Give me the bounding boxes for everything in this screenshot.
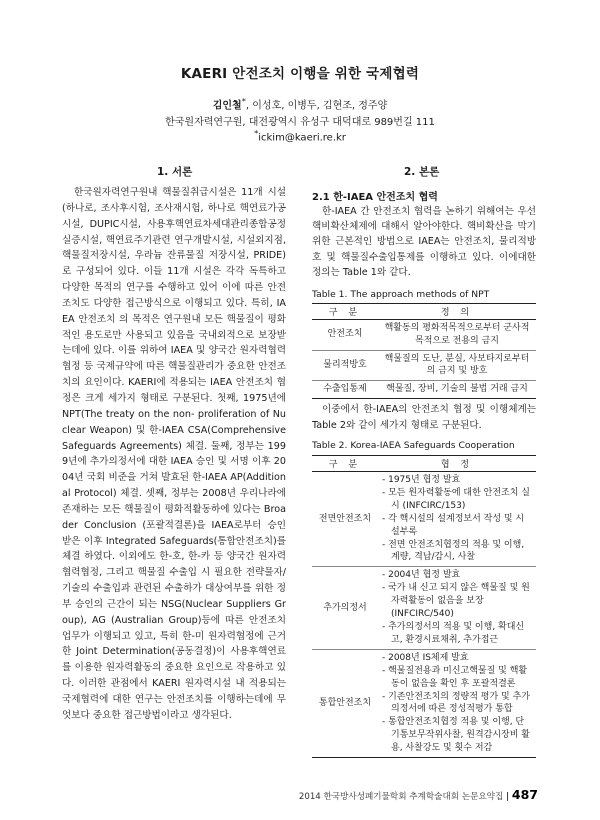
right-paragraph-1: 한-IAEA 간 안전조치 협력을 논하기 위해여는 우선 핵비확산체제에 대해서 알아야한다. 핵비확산을 막기위한 근본적인 방법으로 IAEA는 안전조치, 물리적방호 및 핵물질수출입통제를 이행하고 있다. 이에대한 정의는 Table 1와 같다.	[312, 206, 536, 278]
subsection-2-1-heading: 2.1 한-IAEA 안전조치 협력	[312, 192, 438, 203]
table-row: 통합안전조치 - 2008년 IS체제 발효 - 핵물질전용과 미신고핵물질 및 핵활동이 없음을 확인 후 포괄적결론 - 기존안전조치의 정량적 평가 및 추가의정서에 따른 정성적평가 통합 - 통합안전조치협정 적용 및 이행, 단기통보무작위사찰, 원격감시장비 활용, 사찰강도 및 횟수 저감	[312, 649, 536, 757]
author-list	[0, 96, 600, 111]
table-2-header-category: 구 분	[312, 456, 378, 472]
table-row: 추가의정서 - 2004년 협정 발효 - 국가 내 신고 되지 않은 핵물질 및 원자력활동이 없음을 보장(INFCIRC/540) - 추가의정서의 적용 및 이행, 확대신고, 환경시료채취, 추가접근	[312, 567, 536, 649]
table-2-caption: Table 2. Korea-IAEA Safeguards Cooperation	[312, 440, 515, 451]
list-item: - 2004년 협정 발효	[382, 570, 461, 581]
co-authors: , 이성호, 이병두, 김현조, 정주양	[245, 100, 388, 112]
table-1-header-category: 구 분	[312, 304, 378, 320]
table-row: 전면안전조치 - 1975년 협정 발효 - 모든 원자력활동에 대한 안전조치 실시 (INFCIRC/153) - 각 핵시설의 설계정보서 작성 및 시설부록 - 전면 안전조치협정의 적용 및 이행, 계량, 격납/감시, 사찰	[312, 472, 536, 567]
list-item: - 기존안전조치의 정량적 평가 및 추가의정서에 따른 정성적평가 통합	[382, 691, 530, 715]
table-row: 물리적방호 핵물질의 도난, 분실, 사보타지로부터의 금지 및 방호	[312, 350, 536, 381]
corresponding-mark: *	[241, 96, 246, 106]
list-item: - 각 핵시설의 설계정보서 작성 및 시설부록	[382, 513, 525, 537]
author-email: *ickim@kaeri.re.kr	[254, 128, 346, 144]
page-footer	[299, 787, 538, 802]
affiliation: 한국원자력연구원, 대전광역시 유성구 대덕대로 989번길 111	[165, 117, 435, 128]
left-column-body	[62, 185, 286, 724]
list-item: - 모든 원자력활동에 대한 안전조치 실시 (INFCIRC/153)	[382, 487, 530, 511]
table-row: 안전조치 핵활동의 평화적목적으로부터 군사적목적으로 전용의 금지	[312, 320, 536, 351]
list-item: - 전면 안전조치협정의 적용 및 이행, 계량, 격납/감시, 사찰	[382, 539, 525, 563]
table-1	[312, 303, 536, 399]
table-1-header-definition: 정 의	[378, 304, 536, 320]
intro-paragraph: 한국원자력연구원내 핵물질취급시설은 11개 시설(하나로, 조사후시험, 조사재시험, 하나로 핵연료가공시설, DUPIC시설, 사용후핵연료차세대관리종합공정 실증시설, 핵연료주기관련 연구개발시설, 시설외지점, 핵물질저장시설, 우라늄 잔류물질 저장시설, PRIDE)로 구성되어 있다. 이들 11개 시설은 각각 독특하고 다양한 목적의 연구를 수행하고 있어 이에 따른 안전조치도 다양한 접근방식으로 이행되고 있다. 특히, IAEA 안전조치 의 목적은 연구원내 모든 핵물질이 평화적인 용도로만 사용되고 있음을 국내외적으로 보장받는데에 있다. 이를 위하여 IAEA 및 양국간 원자력협력협정 등 국제규약에 따른 핵물질관리가 중요한 안전조치의 요인이다. KAERI에 적용되는 IAEA 안전조치 협정은 크게 세가지 형태로 구분된다. 첫째, 1975년에 NPT(The treaty on the non- proliferation of Nuclear Weapon) 및 한-IAEA CSA(Comprehensive Safeguards Agreements) 체결. 둘째, 정부는 1999년에 추가의정서에 대한 IAEA 승인 및 서명 이후 2004년 국회 비준을 거쳐 발효된 한-IAEA AP(Additional Protocol) 체결. 셋째, 정부는 2008년 우리나라에 존재하는 모든 핵물질이 평화적활동하에 있다는 Broader Conclusion (포괄적결론)을 IAEA로부터 승인 받은 이후 Integrated Safeguards(통합안전조치)를 체결 하였다. 이외에도 한-호, 한-카 등 양국간 원자력협력협정, 그리고 핵물질 수출입 시 필요한 전략물자/기술의 수출입과 관련된 수출하가 대상여부를 위한 정부 승인의 근간이 되는 NSG(Nuclear Suppliers Group), AG (Australian Group)등에 따른 안전조치 업무가 이행되고 있고, 특히 한-미 원자력협정에 근거한 Joint Determination(공동결정)이 사용후핵연료를 이용한 원자력활동의 중요한 요인으로 작용하고 있다. 이러한 관점에서 KAERI 원자력시설 내 적용되는 국제협력에 대한 연구는 안전조치를 이행하는데에 무엇보다 중요한 접근방법이라고 생각된다.	[62, 187, 286, 721]
page-number: 487	[511, 787, 538, 802]
first-author: 김인철	[212, 100, 242, 112]
paper-title: KAERI 안전조치 이행을 위한 국제협력	[180, 66, 420, 82]
table-2-header-agreement: 협 정	[378, 456, 536, 472]
right-paragraph-2: 이중에서 한-IAEA의 안전조치 협정 및 이행체계는 Table 2와 같이 세가지 형태로 구분된다.	[312, 404, 536, 431]
section-1-heading: 1. 서론	[157, 166, 193, 178]
table-2	[312, 455, 536, 758]
list-item: - 핵물질전용과 미신고핵물질 및 핵활동이 없음을 확인 후 포괄적결론	[382, 665, 528, 689]
list-item: - 국가 내 신고 되지 않은 핵물질 및 원자력활동이 없음을 보장(INFCIRC/540)	[382, 583, 530, 620]
table-row: 수출입통제 핵물질, 장비, 기술의 불법 거래 금지	[312, 381, 536, 399]
list-item: - 통합안전조치협정 적용 및 이행, 단기통보무작위사찰, 원격감시장비 활용, 사찰강도 및 횟수 저감	[382, 717, 530, 754]
table-1-caption: Table 1. The approach methods of NPT	[312, 289, 490, 300]
list-item: - 추가의정서의 적용 및 이행, 확대신고, 환경시료채취, 추가접근	[382, 621, 525, 645]
section-2-heading: 2. 본론	[404, 166, 440, 178]
footer-separator: |	[506, 792, 510, 802]
footer-text: 2014 한국방사성폐기물학회 추계학술대회 논문요약집	[298, 792, 504, 802]
list-item: - 2008년 IS체제 발효	[382, 652, 469, 663]
list-item: - 1975년 협정 발효	[382, 475, 461, 485]
